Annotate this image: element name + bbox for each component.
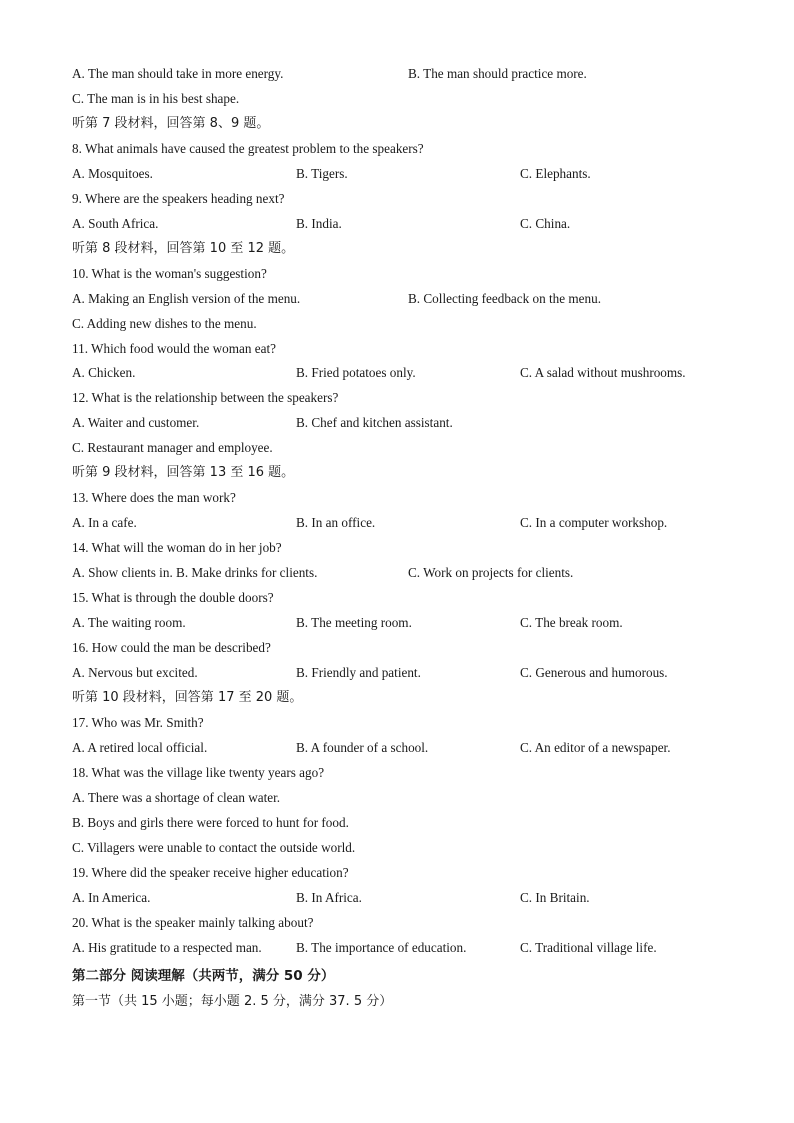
q17-options-row [0, 740, 794, 756]
option-b: B. A founder of a school. [296, 740, 429, 755]
q14-options-row [0, 565, 794, 581]
option-c: C. An editor of a newspaper. [520, 740, 671, 755]
option-c: C. Elephants. [520, 166, 591, 181]
option-a: A. The man should take in more energy. [72, 66, 284, 81]
option-c: C. Traditional village life. [520, 940, 657, 955]
option-b: B. In an office. [296, 515, 376, 530]
q8-options-row [0, 166, 794, 182]
option-a: A. Chicken. [72, 365, 136, 380]
q20-options-row [0, 940, 794, 956]
passage-instruction-7: 听第 7 段材料，回答第 8、9 题。 [72, 116, 270, 131]
question-8: 8. What animals have caused the greatest problem to the speakers? [72, 141, 424, 156]
question-17: 17. Who was Mr. Smith? [72, 715, 204, 730]
option-b: B. Boys and girls there were forced to hunt for food. [72, 815, 349, 830]
q12-option-c-row [0, 440, 794, 456]
option-a-b: A. Show clients in. B. Make drinks for clients. [72, 565, 318, 580]
option-a: A. There was a shortage of clean water. [72, 790, 281, 805]
question-9: 9. Where are the speakers heading next? [72, 191, 285, 206]
q10-options-row [0, 291, 794, 307]
q9-options-row [0, 216, 794, 232]
option-a: A. His gratitude to a respected man. [72, 940, 262, 955]
option-b: B. Fried potatoes only. [296, 365, 416, 380]
question-15: 15. What is through the double doors? [72, 590, 274, 605]
option-c: C. The break room. [520, 615, 623, 630]
option-c: C. Restaurant manager and employee. [72, 440, 273, 455]
question-16: 16. How could the man be described? [72, 640, 271, 655]
option-c: C. Villagers were unable to contact the outside world. [72, 840, 356, 855]
option-a: A. Making an English version of the menu. [72, 291, 301, 306]
question-18: 18. What was the village like twenty years ago? [72, 765, 325, 780]
question-10: 10. What is the woman's suggestion? [72, 266, 267, 281]
option-b: B. The man should practice more. [408, 66, 587, 81]
option-a: A. A retired local official. [72, 740, 208, 755]
q7-options-row [0, 66, 794, 82]
q15-options-row [0, 615, 794, 631]
option-a: A. In America. [72, 890, 151, 905]
passage-instruction-10: 听第 10 段材料，回答第 17 至 20 题。 [72, 690, 303, 705]
passage-instruction-9: 听第 9 段材料，回答第 13 至 16 题。 [72, 465, 295, 480]
option-c: C. China. [520, 216, 571, 231]
option-c: C. The man is in his best shape. [72, 91, 240, 106]
question-12: 12. What is the relationship between the speakers? [72, 390, 339, 405]
option-b: B. Chef and kitchen assistant. [296, 415, 453, 430]
option-c: C. Work on projects for clients. [408, 565, 574, 580]
q10-option-c-row [0, 316, 794, 332]
option-c: C. Generous and humorous. [520, 665, 668, 680]
q19-options-row [0, 890, 794, 906]
q13-options-row [0, 515, 794, 531]
passage-instruction-8: 听第 8 段材料，回答第 10 至 12 题。 [72, 241, 295, 256]
section1-subheading: 第一节（共 15 小题；每小题 2. 5 分，满分 37. 5 分） [72, 994, 393, 1009]
question-19: 19. Where did the speaker receive higher education? [72, 865, 349, 880]
option-b: B. The meeting room. [296, 615, 412, 630]
option-c: C. A salad without mushrooms. [520, 365, 686, 380]
option-b: B. The importance of education. [296, 940, 467, 955]
option-c: C. Adding new dishes to the menu. [72, 316, 257, 331]
option-a: A. South Africa. [72, 216, 159, 231]
q7-option-c-row [0, 91, 794, 107]
q16-options-row [0, 665, 794, 681]
question-14: 14. What will the woman do in her job? [72, 540, 282, 555]
option-b: B. Friendly and patient. [296, 665, 421, 680]
q11-options-row [0, 365, 794, 381]
option-b: B. Collecting feedback on the menu. [408, 291, 601, 306]
option-a: A. The waiting room. [72, 615, 186, 630]
question-11: 11. Which food would the woman eat? [72, 341, 276, 356]
option-a: A. Waiter and customer. [72, 415, 200, 430]
option-c: C. In Britain. [520, 890, 590, 905]
option-b: B. India. [296, 216, 342, 231]
option-a: A. In a cafe. [72, 515, 137, 530]
question-13: 13. Where does the man work? [72, 490, 236, 505]
option-b: B. In Africa. [296, 890, 362, 905]
question-20: 20. What is the speaker mainly talking about? [72, 915, 314, 930]
option-a: A. Mosquitoes. [72, 166, 153, 181]
q12-options-row [0, 415, 794, 431]
option-a: A. Nervous but excited. [72, 665, 198, 680]
part2-heading: 第二部分 阅读理解（共两节，满分 50 分） [72, 968, 335, 984]
option-b: B. Tigers. [296, 166, 348, 181]
option-c: C. In a computer workshop. [520, 515, 668, 530]
